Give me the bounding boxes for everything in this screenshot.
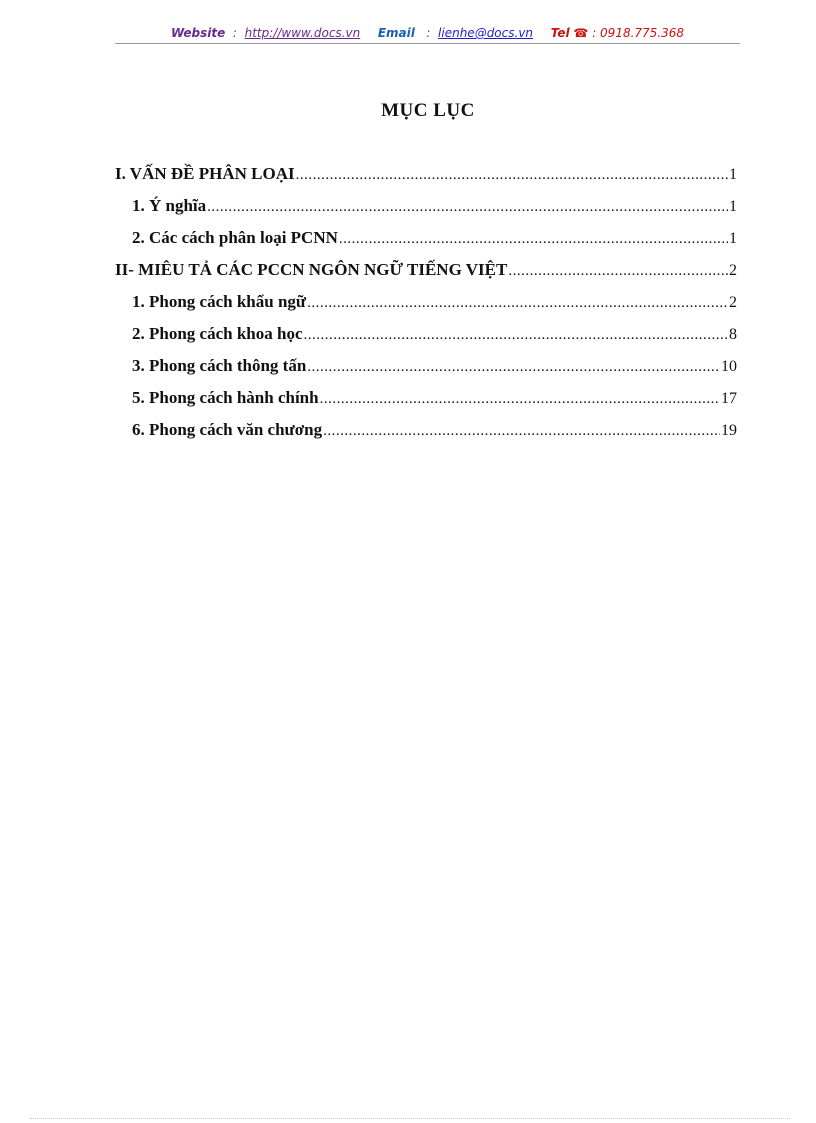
- toc-entry-text: 6. Phong cách văn chương: [132, 420, 323, 439]
- email-label: Email: [377, 26, 415, 40]
- toc-page-number: 2: [729, 294, 737, 311]
- toc-entry[interactable]: [115, 260, 737, 292]
- toc-entry-text: II- MIÊU TẢ CÁC PCCN NGÔN NGỮ TIẾNG VIỆT: [115, 260, 508, 279]
- toc-entry[interactable]: [115, 292, 737, 324]
- website-link[interactable]: http://www.docs.vn: [244, 26, 361, 40]
- toc-page-number: 2: [729, 262, 737, 279]
- website-label: Website: [170, 26, 226, 40]
- toc-page-number: 17: [721, 390, 737, 407]
- toc-page-number: 8: [729, 326, 737, 343]
- toc-leader: [304, 325, 729, 345]
- toc-leader: [339, 229, 728, 249]
- toc-leader: [207, 197, 728, 217]
- toc-entry[interactable]: [115, 196, 737, 228]
- toc-entry-text: 1. Ý nghĩa: [132, 196, 207, 215]
- toc-page-number: 1: [729, 198, 737, 215]
- toc-leader: [307, 293, 728, 313]
- page-bottom-border: [30, 1118, 790, 1119]
- toc-page-number: 1: [729, 230, 737, 247]
- toc-page-number: 1: [729, 166, 737, 183]
- toc-leader: [320, 389, 720, 409]
- toc-page-number: 19: [721, 422, 737, 439]
- toc-entry-text: 2. Phong cách khoa học: [132, 324, 303, 343]
- toc-page-number: 10: [721, 358, 737, 375]
- tel-value: : 0918.775.368: [592, 26, 685, 40]
- toc-leader: [296, 165, 728, 185]
- toc-entry[interactable]: [115, 388, 737, 420]
- toc-entry[interactable]: [115, 164, 737, 196]
- toc-leader: [323, 421, 720, 441]
- toc-entry-text: I. VẤN ĐỀ PHÂN LOẠI: [115, 164, 295, 183]
- page-header: [115, 24, 740, 44]
- email-colon: :: [418, 26, 435, 40]
- email-link[interactable]: lienhe@docs.vn: [438, 26, 534, 40]
- toc-leader: [307, 357, 720, 377]
- toc-entry-text: 5. Phong cách hành chính: [132, 388, 319, 407]
- toc-entry-text: 3. Phong cách thông tấn: [132, 356, 307, 375]
- toc-entry[interactable]: [115, 356, 737, 388]
- website-colon: :: [229, 26, 241, 40]
- toc-entry[interactable]: [115, 420, 737, 452]
- toc-entry[interactable]: [115, 324, 737, 356]
- page-title: MỤC LỤC: [381, 100, 475, 121]
- toc-entry[interactable]: [115, 228, 737, 260]
- toc-entry-text: 1. Phong cách khẩu ngữ: [132, 292, 307, 311]
- toc-leader: [508, 261, 728, 281]
- toc-entry-text: 2. Các cách phân loại PCNN: [132, 228, 338, 247]
- table-of-contents: [115, 164, 737, 452]
- phone-icon: ☎: [573, 26, 589, 40]
- header-divider: [115, 43, 740, 44]
- tel-label: Tel: [550, 26, 570, 40]
